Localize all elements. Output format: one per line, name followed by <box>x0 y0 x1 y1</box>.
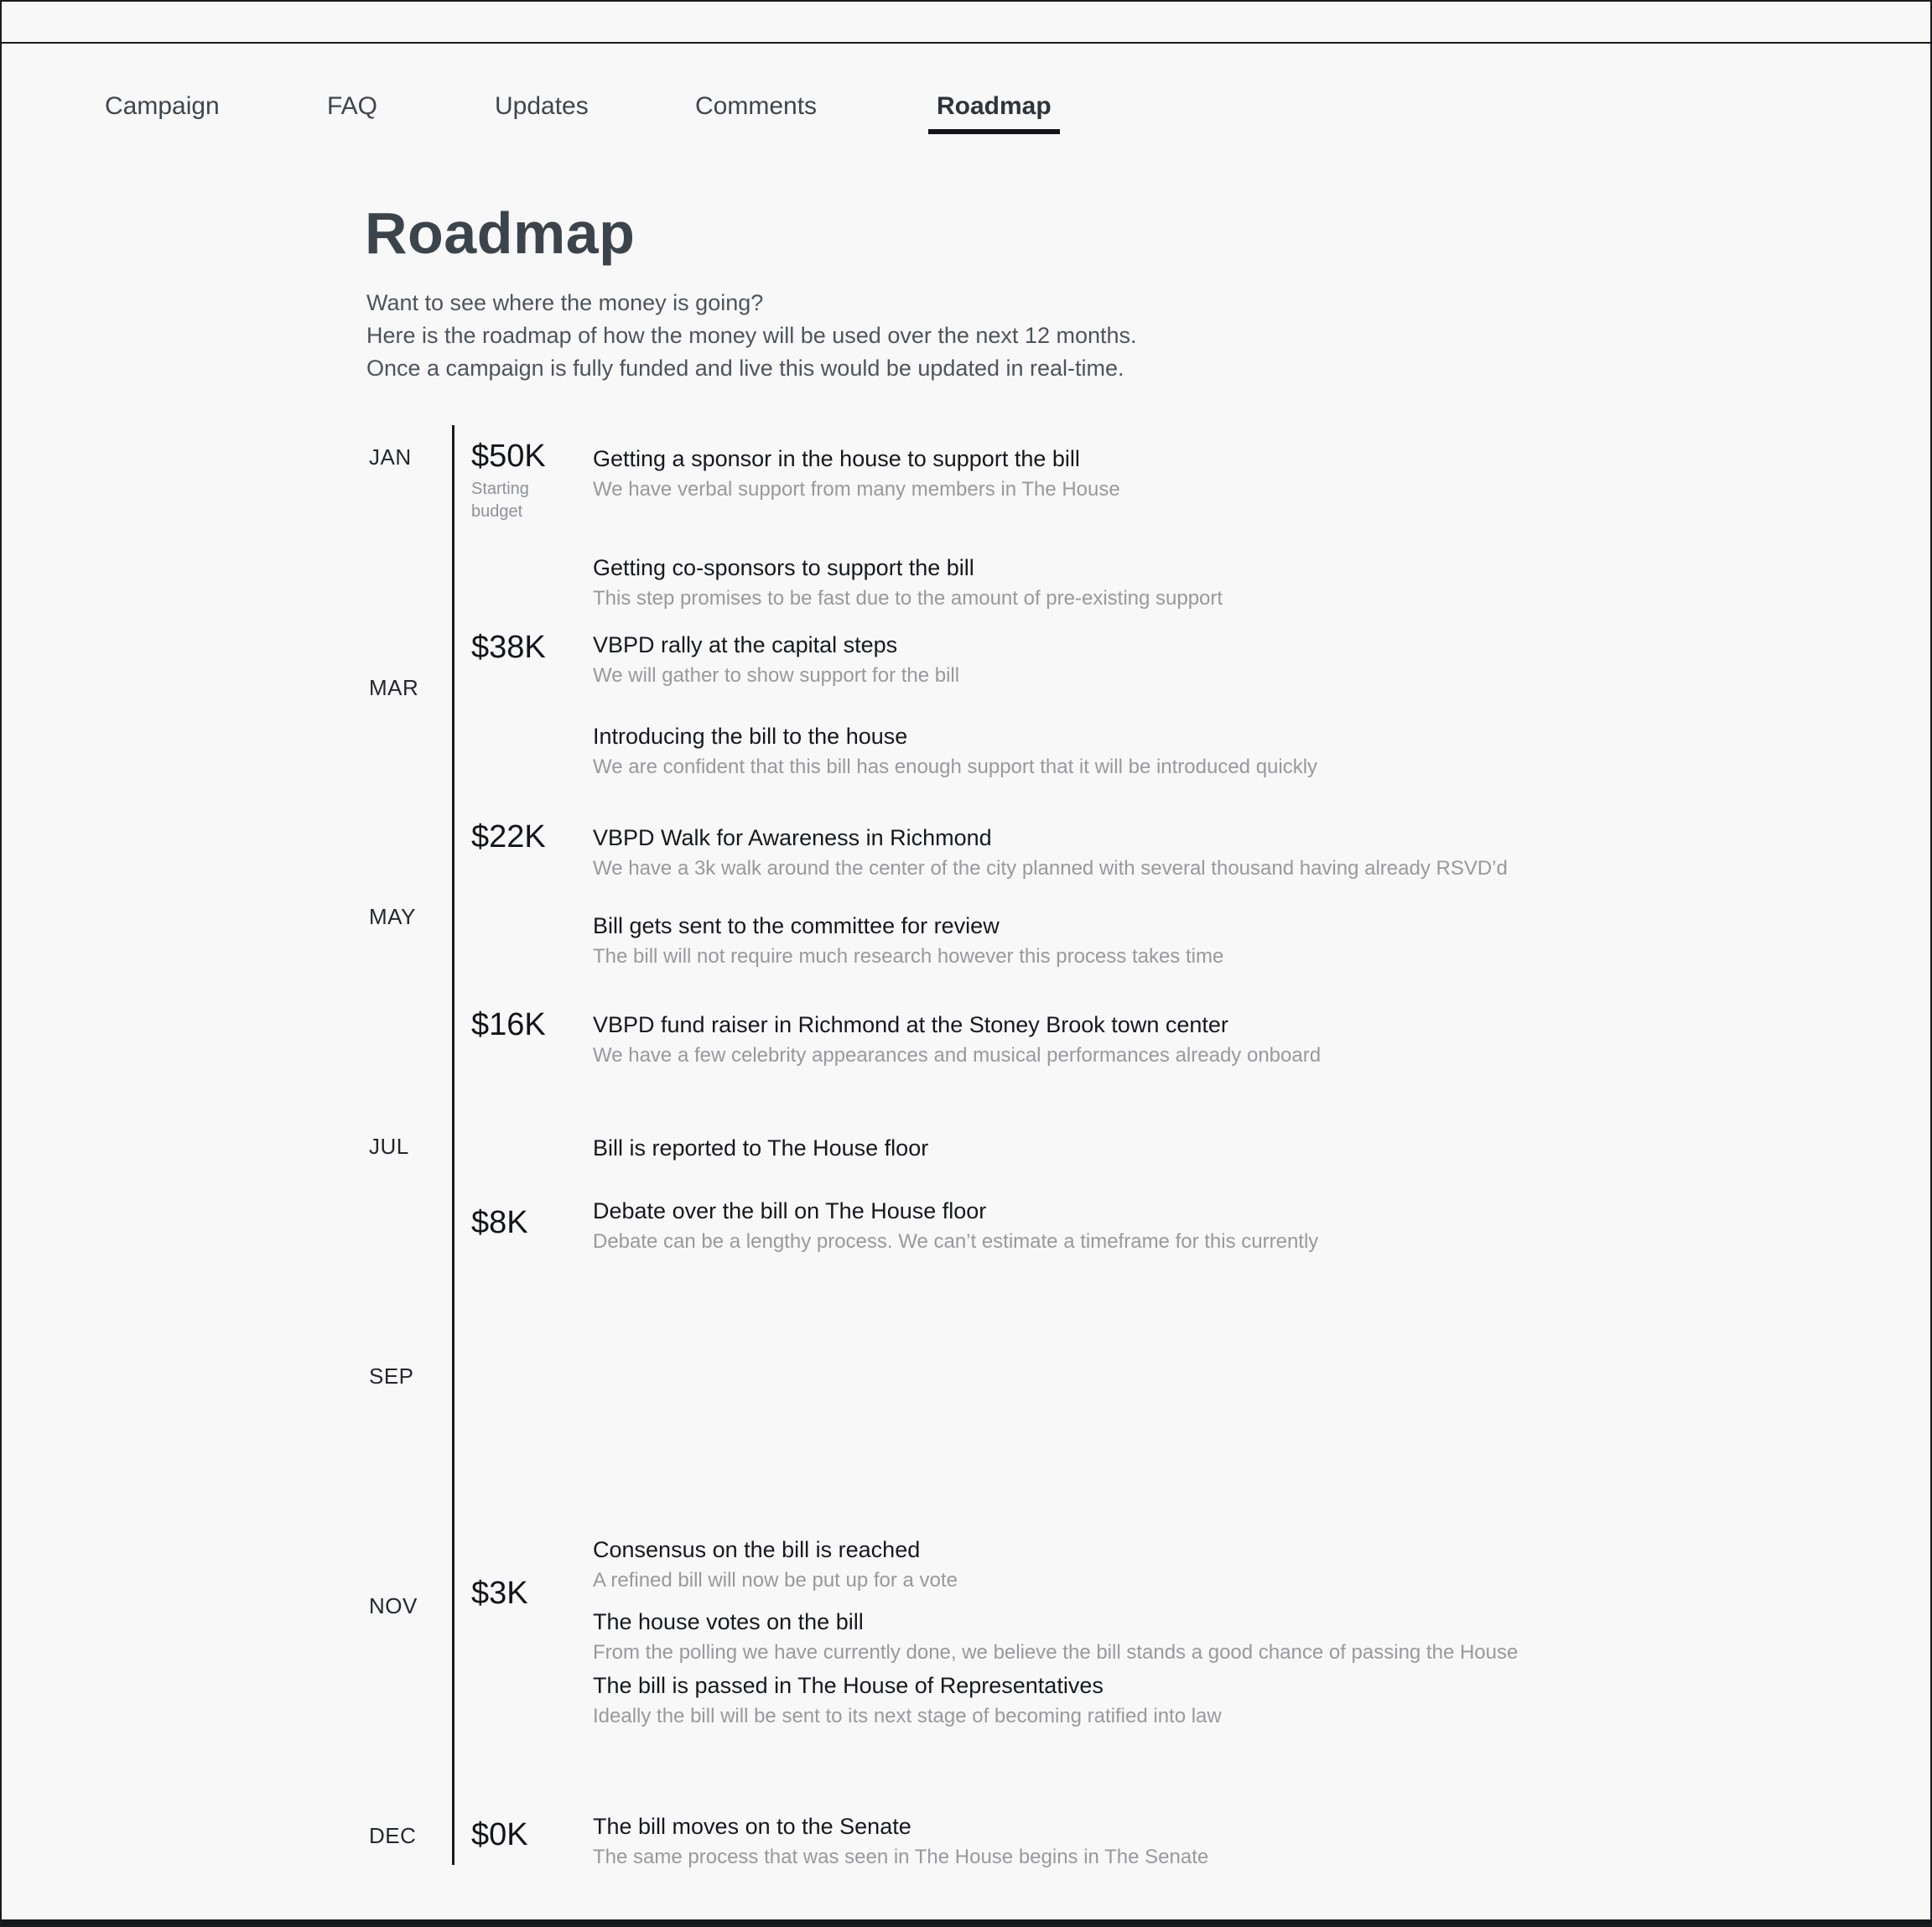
budget-amount-label: $0K <box>471 1817 528 1852</box>
milestone-description: We have verbal support from many members in The House <box>593 478 1120 501</box>
milestone-title: Bill is reported to The House floor <box>593 1135 929 1161</box>
budget-amount-50k <box>471 438 580 523</box>
milestone-description: Ideally the bill will be sent to its next stage of becoming ratified into law <box>593 1705 1222 1727</box>
milestone-description: We have a 3k walk around the center of the city planned with several thousand having already RSVD’d <box>593 857 1508 880</box>
budget-amount-label: $16K <box>471 1007 546 1042</box>
milestone-title: Debate over the bill on The House floor <box>593 1198 987 1223</box>
budget-amount-22k <box>471 818 580 855</box>
milestone-description: We will gather to show support for the bill <box>593 664 960 687</box>
milestone-title: Consensus on the bill is reached <box>593 1537 921 1562</box>
budget-amount-label: $38K <box>471 630 546 665</box>
tab-updates[interactable]: Updates <box>495 92 589 120</box>
milestone-item <box>593 554 1809 610</box>
tab-campaign[interactable]: Campaign <box>105 92 220 120</box>
milestone-item <box>593 912 1809 969</box>
milestone-item <box>593 631 1809 688</box>
milestone-item <box>593 1608 1809 1665</box>
timeline-month-may: MAY <box>369 904 416 929</box>
milestone-description: We are confident that this bill has enough support that it will be introduced quickly <box>593 756 1318 778</box>
page-title: Roadmap <box>365 200 636 266</box>
milestone-title: The bill is passed in The House of Representatives <box>593 1673 1104 1698</box>
budget-amount-16k <box>471 1006 580 1043</box>
milestone-item <box>593 824 1809 880</box>
milestone-item <box>593 1197 1809 1254</box>
timeline-month-mar: MAR <box>369 675 419 700</box>
milestone-title: Getting a sponsor in the house to support the bill <box>593 446 1080 471</box>
timeline-month-nov: NOV <box>369 1593 418 1618</box>
timeline-month-jul: JUL <box>369 1134 409 1159</box>
milestone-item <box>593 1536 1809 1592</box>
budget-amount-label: $8K <box>471 1205 528 1240</box>
milestone-description: The same process that was seen in The House begins in The Senate <box>593 1846 1209 1868</box>
budget-amount-note: Starting budget <box>471 480 529 521</box>
budget-amount-0k <box>471 1816 580 1853</box>
milestone-title: The bill moves on to the Senate <box>593 1814 911 1839</box>
timeline <box>2 2 1930 1925</box>
budget-amount-label: $50K <box>471 439 546 474</box>
milestone-title: VBPD rally at the capital steps <box>593 632 898 657</box>
milestone-title: The house votes on the bill <box>593 1609 864 1634</box>
milestone-item <box>593 445 1809 501</box>
milestone-item <box>593 723 1809 779</box>
milestone-description: Debate can be a lengthy process. We can’t estimate a timeframe for this currently <box>593 1230 1319 1253</box>
milestone-description: From the polling we have currently done, we believe the bill stands a good chance of passing the House <box>593 1641 1519 1664</box>
milestone-title: Bill gets sent to the committee for review <box>593 913 1000 938</box>
intro-line-1: Want to see where the money is going? <box>366 290 764 315</box>
milestone-description: This step promises to be fast due to the amount of pre-existing support <box>593 587 1223 610</box>
milestone-description: We have a few celebrity appearances and musical performances already onboard <box>593 1044 1322 1067</box>
timeline-month-jan: JAN <box>369 444 412 470</box>
intro-line-2: Here is the roadmap of how the money will be used over the next 12 months. <box>366 323 1137 348</box>
milestone-description: The bill will not require much research however this process takes time <box>593 945 1224 968</box>
milestone-title: Introducing the bill to the house <box>593 724 908 749</box>
milestone-title: VBPD fund raiser in Richmond at the Stoney Brook town center <box>593 1012 1228 1037</box>
milestone-title: Getting co-sponsors to support the bill <box>593 555 974 580</box>
milestone-item <box>593 1672 1809 1728</box>
bottom-edge <box>2 1919 1930 1925</box>
budget-amount-8k <box>471 1204 580 1241</box>
milestone-item <box>593 1813 1809 1869</box>
tab-faq[interactable]: FAQ <box>327 92 378 120</box>
milestone-item <box>593 1011 1809 1067</box>
timeline-month-dec: DEC <box>369 1823 417 1848</box>
tab-roadmap[interactable]: Roadmap <box>937 92 1052 120</box>
budget-amount-label: $3K <box>471 1576 528 1611</box>
intro-line-3: Once a campaign is fully funded and live this would be updated in real-time. <box>366 356 1124 381</box>
milestone-item <box>593 1135 1809 1162</box>
milestone-title: VBPD Walk for Awareness in Richmond <box>593 825 992 850</box>
timeline-month-sep: SEP <box>369 1363 414 1389</box>
tab-comments[interactable]: Comments <box>695 92 818 120</box>
budget-amount-3k <box>471 1575 580 1612</box>
budget-amount-label: $22K <box>471 819 546 854</box>
budget-amount-38k <box>471 629 580 666</box>
timeline-axis <box>452 425 454 1865</box>
milestone-description: A refined bill will now be put up for a vote <box>593 1569 958 1592</box>
